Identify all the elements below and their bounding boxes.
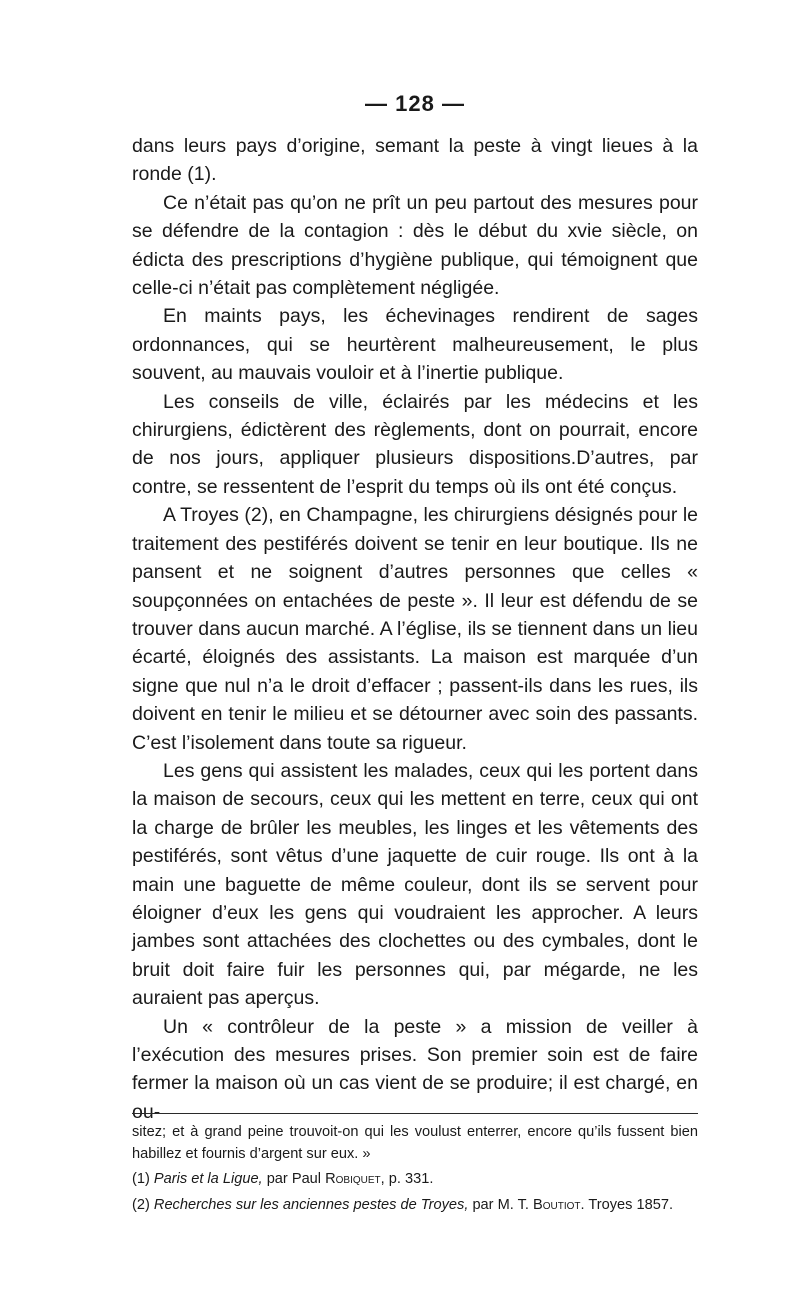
footnote-2 bbox=[132, 1195, 698, 1217]
footnotes bbox=[132, 1122, 698, 1216]
page-number: — 128 — bbox=[365, 91, 465, 116]
footnote-2-number: (2) bbox=[132, 1196, 150, 1213]
footnote-2-place: Troyes 1857. bbox=[588, 1196, 674, 1213]
paragraph-1: dans leurs pays d’origine, semant la peste à vingt lieues à la ronde (1). bbox=[132, 135, 698, 186]
footnote-2-author: Boutiot. bbox=[533, 1196, 585, 1213]
footnote-2-title: Recherches sur les anciennes pestes de Troyes, bbox=[153, 1196, 469, 1213]
footnote-1-title: Paris et la Ligue, bbox=[153, 1171, 263, 1187]
footnote-1-author: Robiquet, bbox=[325, 1171, 385, 1187]
paragraph-6: Les gens qui assistent les malades, ceux qui les portent dans la maison de secours, ceux qui les mettent en terre, ceux qui ont la charge de brûler les meubles, les linges et les vêtements des pestiférés, sont vêtus d’une jaquette de cuir rouge. Ils ont à la main une baguette de même couleur, dont ils se servent pour éloigner d’eux les gens qui voudraient les approcher. A leurs jambes sont attachées des clochettes ou des cymbales, dont le bruit doit faire fuir les personnes qui, par mégarde, ne les auraient pas aperçus. bbox=[132, 759, 698, 1010]
footnote-2-by: par M. T. bbox=[472, 1196, 529, 1213]
footnote-1 bbox=[132, 1169, 698, 1191]
paragraph-3: En maints pays, les échevinages rendirent de sages ordonnances, qui se heurtèrent malheureusement, le plus souvent, au mauvais vouloir et à l’inertie publique. bbox=[132, 305, 698, 385]
paragraph-4: Les conseils de ville, éclairés par les médecins et les chirurgiens, édictèrent des règlements, dont on pourrait, encore de nos jours, appliquer plusieurs dispositions.D’autres, par contre, se ressentent de l’esprit du temps où ils ont été conçus. bbox=[132, 390, 698, 498]
paragraph-2: Ce n’était pas qu’on ne prît un peu partout des mesures pour se défendre de la contagion : dès le début du xvie siècle, on édicta des prescriptions d’hygiène publique, qui témoignent que celle-ci n’était pas complètement négligée. bbox=[132, 191, 698, 300]
footnote-divider bbox=[132, 1113, 698, 1114]
footnote-continuation: sitez; et à grand peine trouvoit-on qui les voulust enterrer, encore qu’ils fussent bien habillez et fournis d’argent sur eux. » bbox=[132, 1124, 698, 1162]
footnote-1-by: par Paul bbox=[266, 1171, 322, 1187]
footnote-1-page: p. 331. bbox=[388, 1171, 434, 1187]
body-text bbox=[132, 132, 698, 1126]
footnote-1-number: (1) bbox=[132, 1171, 150, 1187]
paragraph-5: A Troyes (2), en Champagne, les chirurgiens désignés pour le traitement des pestiférés doivent se tenir en leur boutique. Ils ne pansent et ne soignent d’autres personnes que celles « soupçonnées on entachées de peste ». Il leur est défendu de se trouver dans aucun marché. A l’église, ils se tiennent dans un lieu écarté, éloignés des assistants. La maison est marquée d’un signe que nul n’a le droit d’effacer ; passent-ils dans les rues, ils doivent en tenir le milieu et se détourner avec soin des passants. C’est l’isolement dans toute sa rigueur. bbox=[132, 504, 698, 754]
paragraph-7: Un « contrôleur de la peste » a mission de veiller à l’exécution des mesures prises. Son premier soin est de faire fermer la maison où un cas vient de se produire; il est chargé, en ou- bbox=[132, 1015, 698, 1123]
